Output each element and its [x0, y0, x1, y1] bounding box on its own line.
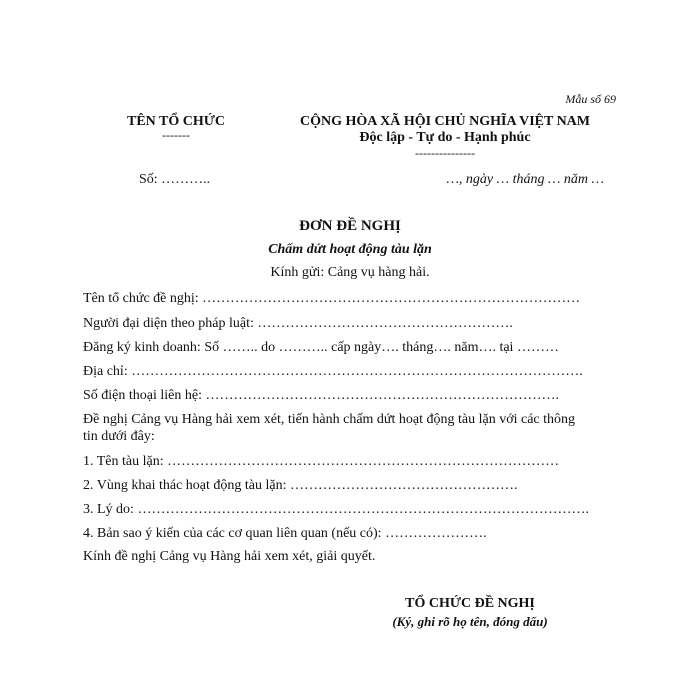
org-name-header: TÊN TỔ CHỨC — [126, 114, 225, 129]
recipient-line: Kính gửi: Cảng vụ hàng hải. — [270, 265, 430, 280]
field-business-registration: Đăng ký kinh doanh: Số …….. do ……….. cấp ngày…. tháng…. năm…. tại ……… — [83, 340, 559, 355]
field-address: Địa chỉ: ……………………………………………………………………………………. — [83, 364, 583, 379]
national-motto: Độc lập - Tự do - Hạnh phúc — [359, 130, 531, 145]
date-line: …, ngày … tháng … năm … — [446, 172, 604, 187]
field-representative: Người đại diện theo pháp luật: ………………………………………………. — [83, 316, 513, 331]
request-paragraph-line1: Đề nghị Cảng vụ Hàng hải xem xét, tiến hành chấm dứt hoạt động tàu lặn với các thông — [83, 412, 576, 427]
document-number: Số: ……….. — [139, 172, 211, 187]
item-vessel-name: 1. Tên tàu lặn: ………………………………………………………………………… — [83, 454, 560, 469]
item-opinions-copy: 4. Bản sao ý kiến của các cơ quan liên quan (nếu có): …………………. — [83, 526, 487, 541]
signature-note: (Ký, ghi rõ họ tên, đóng dấu) — [392, 614, 548, 629]
motto-rule: --------------- — [415, 146, 475, 160]
form-number: Mẫu số 69 — [565, 92, 616, 106]
national-title: CỘNG HÒA XÃ HỘI CHỦ NGHĨA VIỆT NAM — [299, 114, 590, 129]
signature-title: TỔ CHỨC ĐỀ NGHỊ — [405, 596, 535, 611]
field-phone: Số điện thoại liên hệ: …………………………………………………………………. — [83, 388, 559, 403]
request-paragraph-line2: tin dưới đây: — [83, 429, 155, 444]
closing-line: Kính đề nghị Cảng vụ Hàng hải xem xét, giải quyết. — [83, 549, 376, 564]
document-subtitle: Chấm dứt hoạt động tàu lặn — [268, 242, 432, 257]
field-org-name: Tên tổ chức đề nghị: ……………………………………………………………………… — [83, 291, 581, 306]
item-reason: 3. Lý do: ……………………………………………………………………………………. — [83, 502, 589, 517]
org-name-rule: ------- — [162, 128, 190, 142]
document-title: ĐƠN ĐỀ NGHỊ — [299, 218, 401, 234]
item-operating-area: 2. Vùng khai thác hoạt động tàu lặn: …………………………………………. — [83, 478, 518, 493]
